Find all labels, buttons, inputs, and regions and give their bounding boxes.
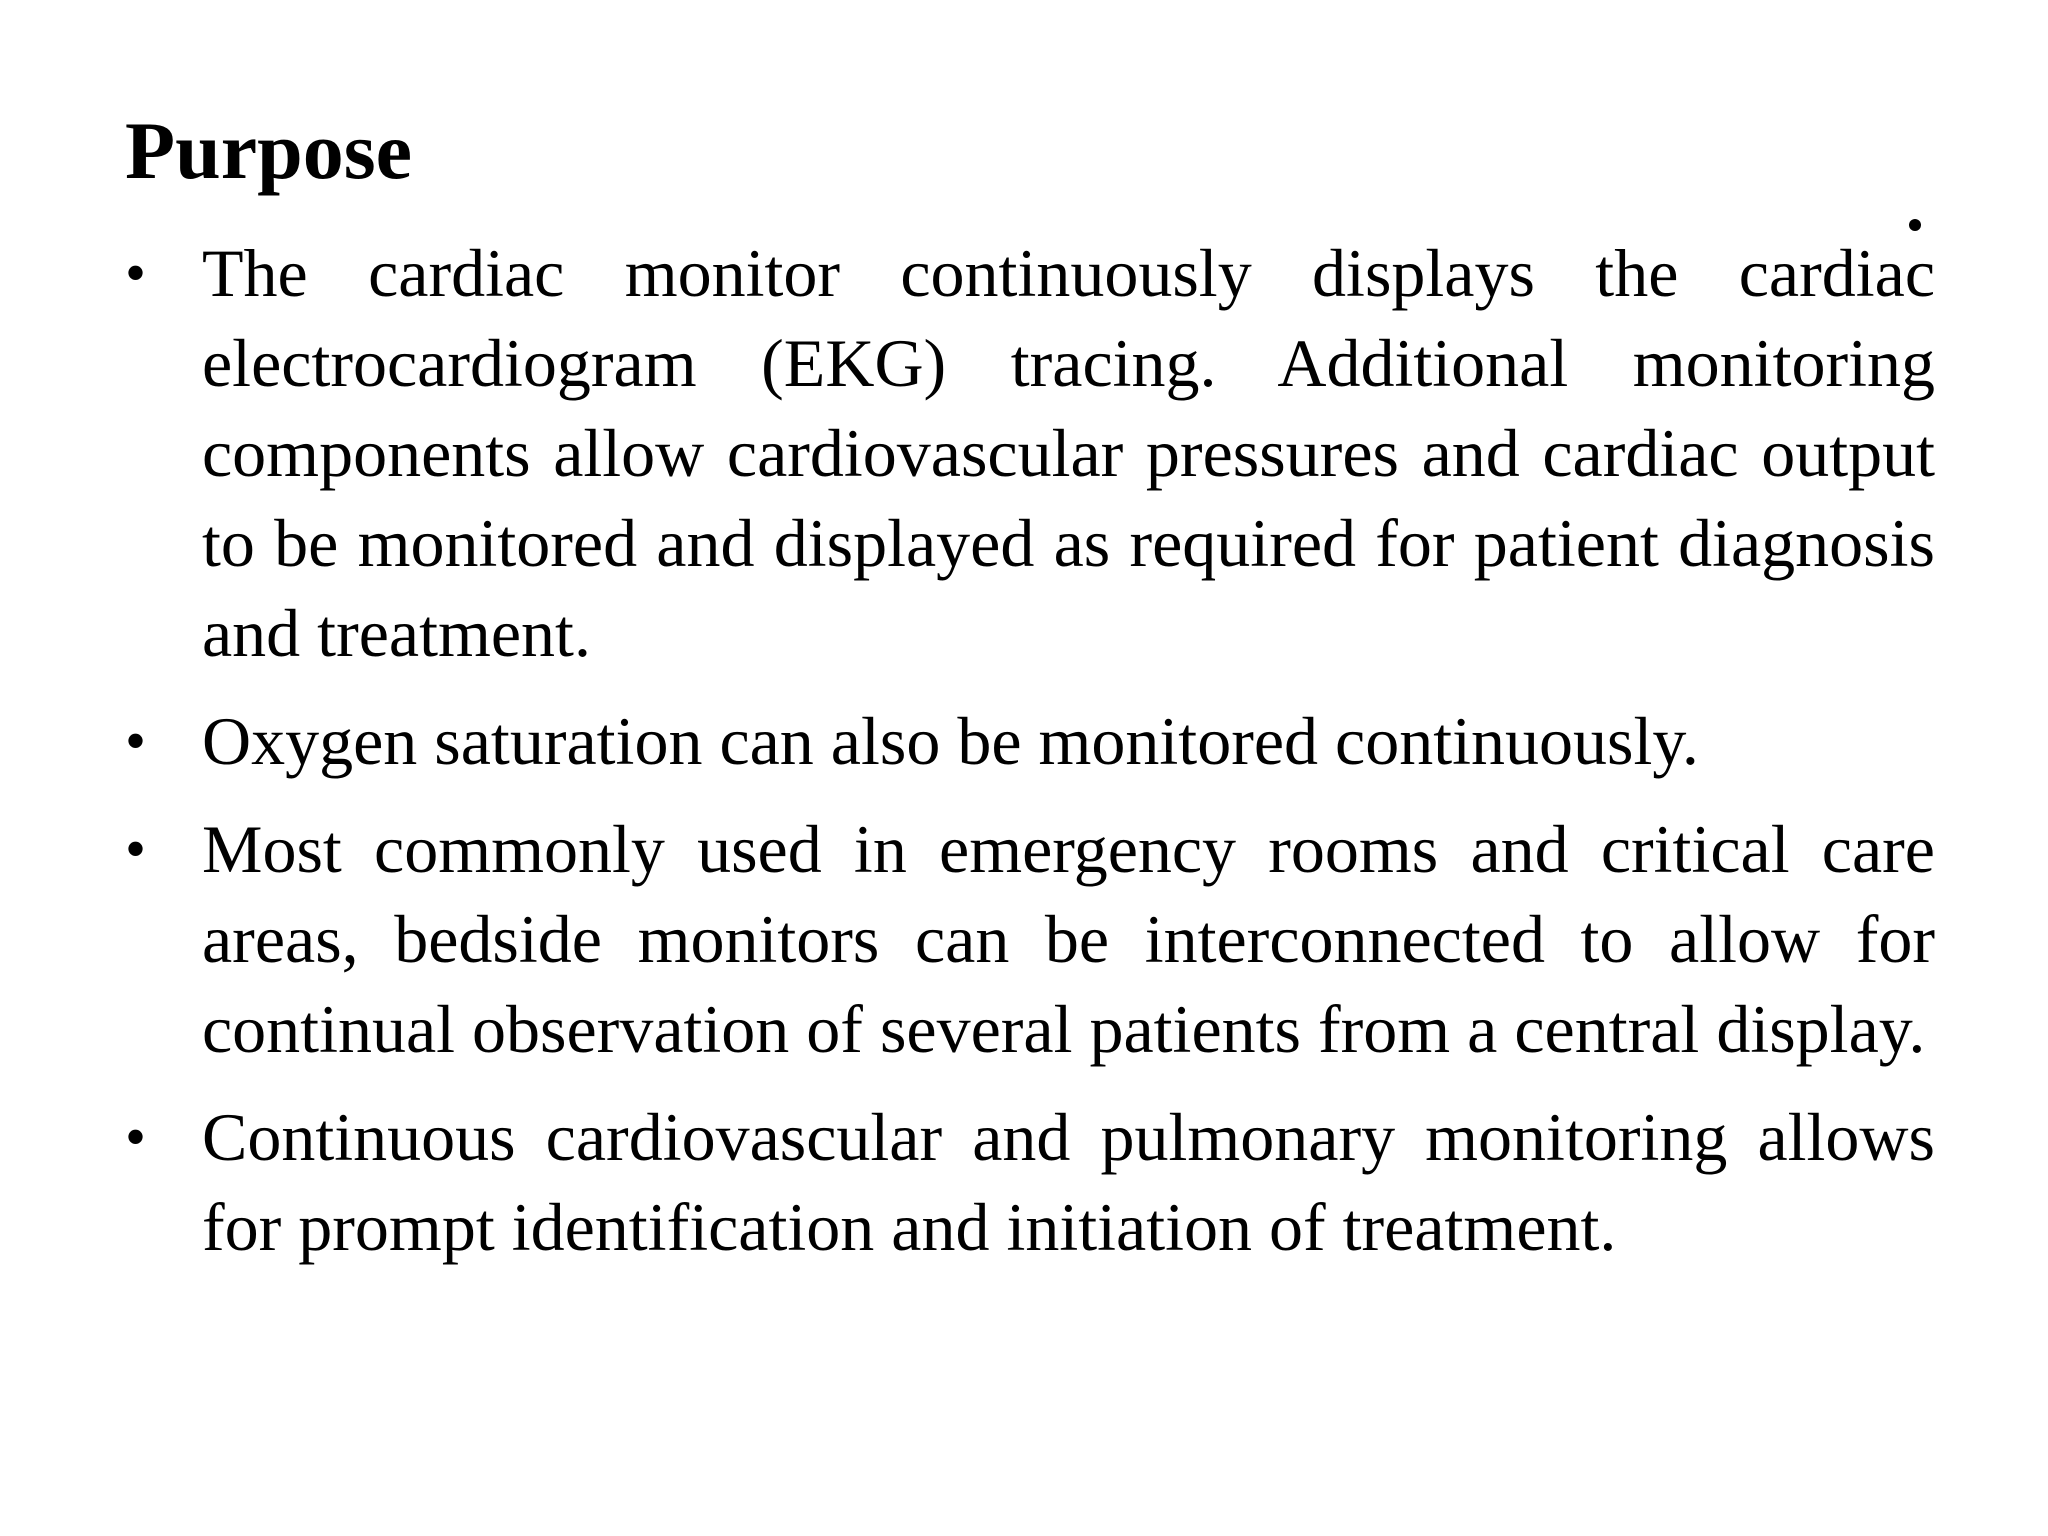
bullet-text: Oxygen saturation can also be monitored continuously. — [202, 703, 1699, 779]
bullet-dot-icon: • — [125, 1104, 147, 1170]
bullet-item — [125, 228, 1935, 678]
bullet-text: Continuous cardiovascular and pulmonary monitoring allows for prompt identification and initiation of treatment. — [202, 1099, 1935, 1265]
bullet-item — [125, 1092, 1935, 1272]
bullet-dot-icon: • — [125, 708, 147, 774]
bullet-item — [125, 804, 1935, 1074]
bullet-item — [125, 696, 1935, 786]
slide-title: Purpose — [125, 105, 412, 196]
bullet-text: Most commonly used in emergency rooms and critical care areas, bedside monitors can be interconnected to allow for continual observation of several patients from a central display. — [202, 811, 1935, 1067]
bullet-dot-icon: • — [125, 240, 147, 306]
bullet-list — [125, 228, 1935, 1290]
bullet-text: The cardiac monitor continuously displays the cardiac electrocardiogram (EKG) tracing. Additional monitoring components allow cardiovascular pressures and cardiac output to be monitored and displayed as required for patient diagnosis and treatment. — [202, 235, 1935, 671]
bullet-dot-icon: • — [125, 816, 147, 882]
